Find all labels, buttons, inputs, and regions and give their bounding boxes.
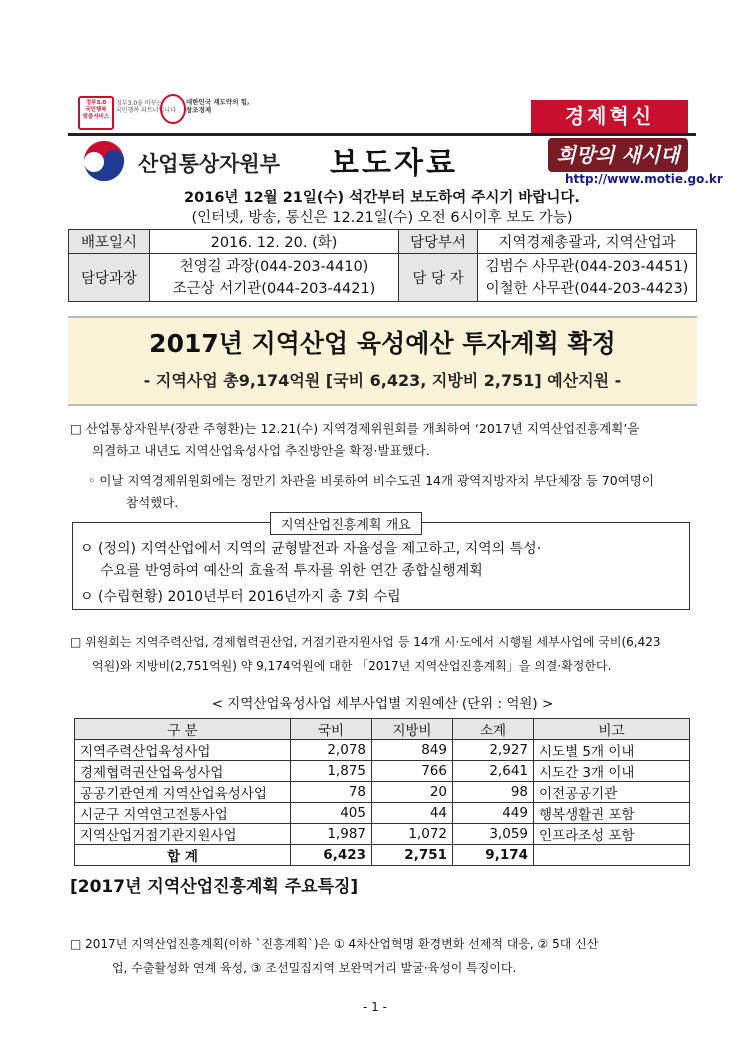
para-3-line2: 억원)와 지방비(2,751억원) 약 9,174억원에 대한 「2017년 지역산업진흥계획」을 의결·확정한다. [92, 659, 612, 673]
cell-note: 시도간 3개 이내 [534, 761, 690, 782]
para-1-line1: □ 산업통상자원부(장관 주형환)는 12.21(수) 지역경제위원회를 개최하여 ‘2017년 지역산업진흥계획’을 [70, 421, 640, 436]
features-heading: [2017년 지역산업진흥계획 주요특징] [70, 877, 359, 897]
total-label: 합 계 [75, 845, 291, 866]
embargo-notice [68, 188, 696, 228]
para-4-line1: □ 2017년 지역산업진흥계획(이하 `진흥계획`)은 ① 4차산업혁명 환경변화 선제적 대응, ② 5대 신산 [70, 937, 599, 951]
mgr-label: 담당과장 [69, 254, 150, 302]
budget-header: 국비 [291, 719, 372, 740]
total-subtotal: 9,174 [453, 845, 534, 866]
table-row [75, 740, 690, 761]
total-national: 6,423 [291, 845, 372, 866]
total-note [534, 845, 690, 866]
dept-label: 담당부서 [399, 230, 478, 254]
para-1 [70, 418, 700, 462]
staff2: 이철한 사무관(044-203-4423) [485, 280, 689, 297]
cell-name: 시군구 지역연고전통사업 [75, 803, 291, 824]
para-2-line1: ◦ 이날 지역경제위원회에는 정만기 차관을 비롯하여 비수도권 14개 광역지방자치 부단체장 등 70여명이 [88, 473, 654, 488]
budget-header: 소계 [453, 719, 534, 740]
press-release-title: 보도자료 [330, 146, 458, 181]
creative-economy-logo [160, 94, 186, 124]
sub-title: - 지역사업 총9,174억원 [국비 6,423, 지방비 2,751] 예산지원 - [143, 371, 622, 390]
cell-subtotal: 449 [453, 803, 534, 824]
budget-header: 지방비 [372, 719, 453, 740]
cell-national: 405 [291, 803, 372, 824]
slogan-logo: 희망의 새시대 [548, 138, 688, 172]
cell-subtotal: 3,059 [453, 824, 534, 845]
cell-name: 공공기관연계 지역산업육성사업 [75, 782, 291, 803]
total-row [75, 845, 690, 866]
table-row [75, 761, 690, 782]
cell-national: 2,078 [291, 740, 372, 761]
total-local: 2,751 [372, 845, 453, 866]
table-row [75, 824, 690, 845]
mgr2: 조근상 서기관(044-203-4421) [172, 280, 376, 297]
embargo-line2: (인터넷, 방송, 통신은 12.21일(수) 오전 6시이후 보도 가능) [191, 210, 573, 226]
ministry-url[interactable]: http://www.motie.go.kr [565, 172, 723, 186]
overview-item1b: 수요를 반영하여 예산의 효율적 투자를 위한 연간 종합실행계획 [100, 563, 483, 579]
cell-local: 766 [372, 761, 453, 782]
cell-subtotal: 2,641 [453, 761, 534, 782]
main-title: 2017년 지역산업 육성예산 투자계획 확정 [149, 329, 616, 358]
gov30-logo: 정부3.0 국민행복 맞춤서비스 [78, 96, 114, 130]
overview-item1a: ㅇ (정의) 지역산업에서 지역의 균형발전과 자율성을 제고하고, 지역의 특성· [80, 541, 542, 557]
cell-note: 행복생활권 포함 [534, 803, 690, 824]
para-3 [70, 630, 700, 678]
table-row [75, 803, 690, 824]
cell-note: 이전공공기관 [534, 782, 690, 803]
cell-note: 시도별 5개 이내 [534, 740, 690, 761]
para-2-line2: 참석했다. [126, 495, 179, 510]
cell-national: 1,875 [291, 761, 372, 782]
cell-note: 인프라조성 포함 [534, 824, 690, 845]
para-4 [70, 932, 700, 980]
cell-subtotal: 2,927 [453, 740, 534, 761]
cell-local: 44 [372, 803, 453, 824]
budget-header: 구 분 [75, 719, 291, 740]
staff-label: 담 당 자 [399, 254, 478, 302]
budget-header-row [75, 719, 690, 740]
staff1: 김범수 사무관(044-203-4451) [485, 258, 689, 275]
para-4-line2: 업, 수출활성화 연계 육성, ③ 조선밀집지역 보완먹거리 발굴·육성이 특징이다. [112, 961, 517, 975]
cell-local: 849 [372, 740, 453, 761]
taegeuk-icon [80, 141, 128, 185]
dist-value: 2016. 12. 20. (화) [150, 230, 399, 254]
para-3-line1: □ 위원회는 지역주력산업, 경제협력권산업, 거점기관지원사업 등 14개 시·도에서 시행될 세부사업에 국비(6,423 [70, 635, 661, 649]
budget-table [74, 718, 690, 866]
para-2 [88, 470, 700, 514]
economic-innovation-badge: 경제혁신 [531, 100, 688, 133]
cell-local: 20 [372, 782, 453, 803]
overview-content [80, 538, 680, 608]
cell-national: 1,987 [291, 824, 372, 845]
overview-item2: ㅇ (수립현황) 2010년부터 2016년까지 총 7회 수립 [80, 589, 401, 605]
overview-label: 지역산업진흥계획 개요 [270, 512, 422, 535]
embargo-line1: 2016년 12월 21일(수) 석간부터 보도하여 주시기 바랍니다. [184, 190, 580, 206]
budget-header: 비고 [534, 719, 690, 740]
cell-name: 지역산업거점기관지원사업 [75, 824, 291, 845]
contact-table [68, 229, 697, 302]
ministry-name: 산업통상자원부 [138, 152, 281, 176]
budget-caption: < 지역산업육성사업 세부사업별 지원예산 (단위 : 억원) > [211, 696, 554, 712]
cell-subtotal: 98 [453, 782, 534, 803]
cell-national: 78 [291, 782, 372, 803]
cell-name: 경제협력권산업육성사업 [75, 761, 291, 782]
dept-value: 지역경제총괄과, 지역산업과 [478, 230, 697, 254]
dist-label: 배포일시 [69, 230, 150, 254]
staff-value [478, 254, 697, 302]
mgr1: 천영길 과장(044-203-4410) [179, 258, 369, 275]
cell-local: 1,072 [372, 824, 453, 845]
cell-name: 지역주력산업육성사업 [75, 740, 291, 761]
mgr-value [150, 254, 399, 302]
para-1-line2: 의결하고 내년도 지역산업육성사업 추진방안을 확정·발표했다. [92, 443, 430, 458]
table-row [75, 782, 690, 803]
creative-economy-text: 대한민국 재도약의 힘, 창조경제 [186, 98, 250, 114]
page-number: - 1 - [363, 1000, 387, 1014]
gov30-tagline: 정부3.0을 바꾸는 국민행복 파트너입니다 [116, 100, 176, 114]
